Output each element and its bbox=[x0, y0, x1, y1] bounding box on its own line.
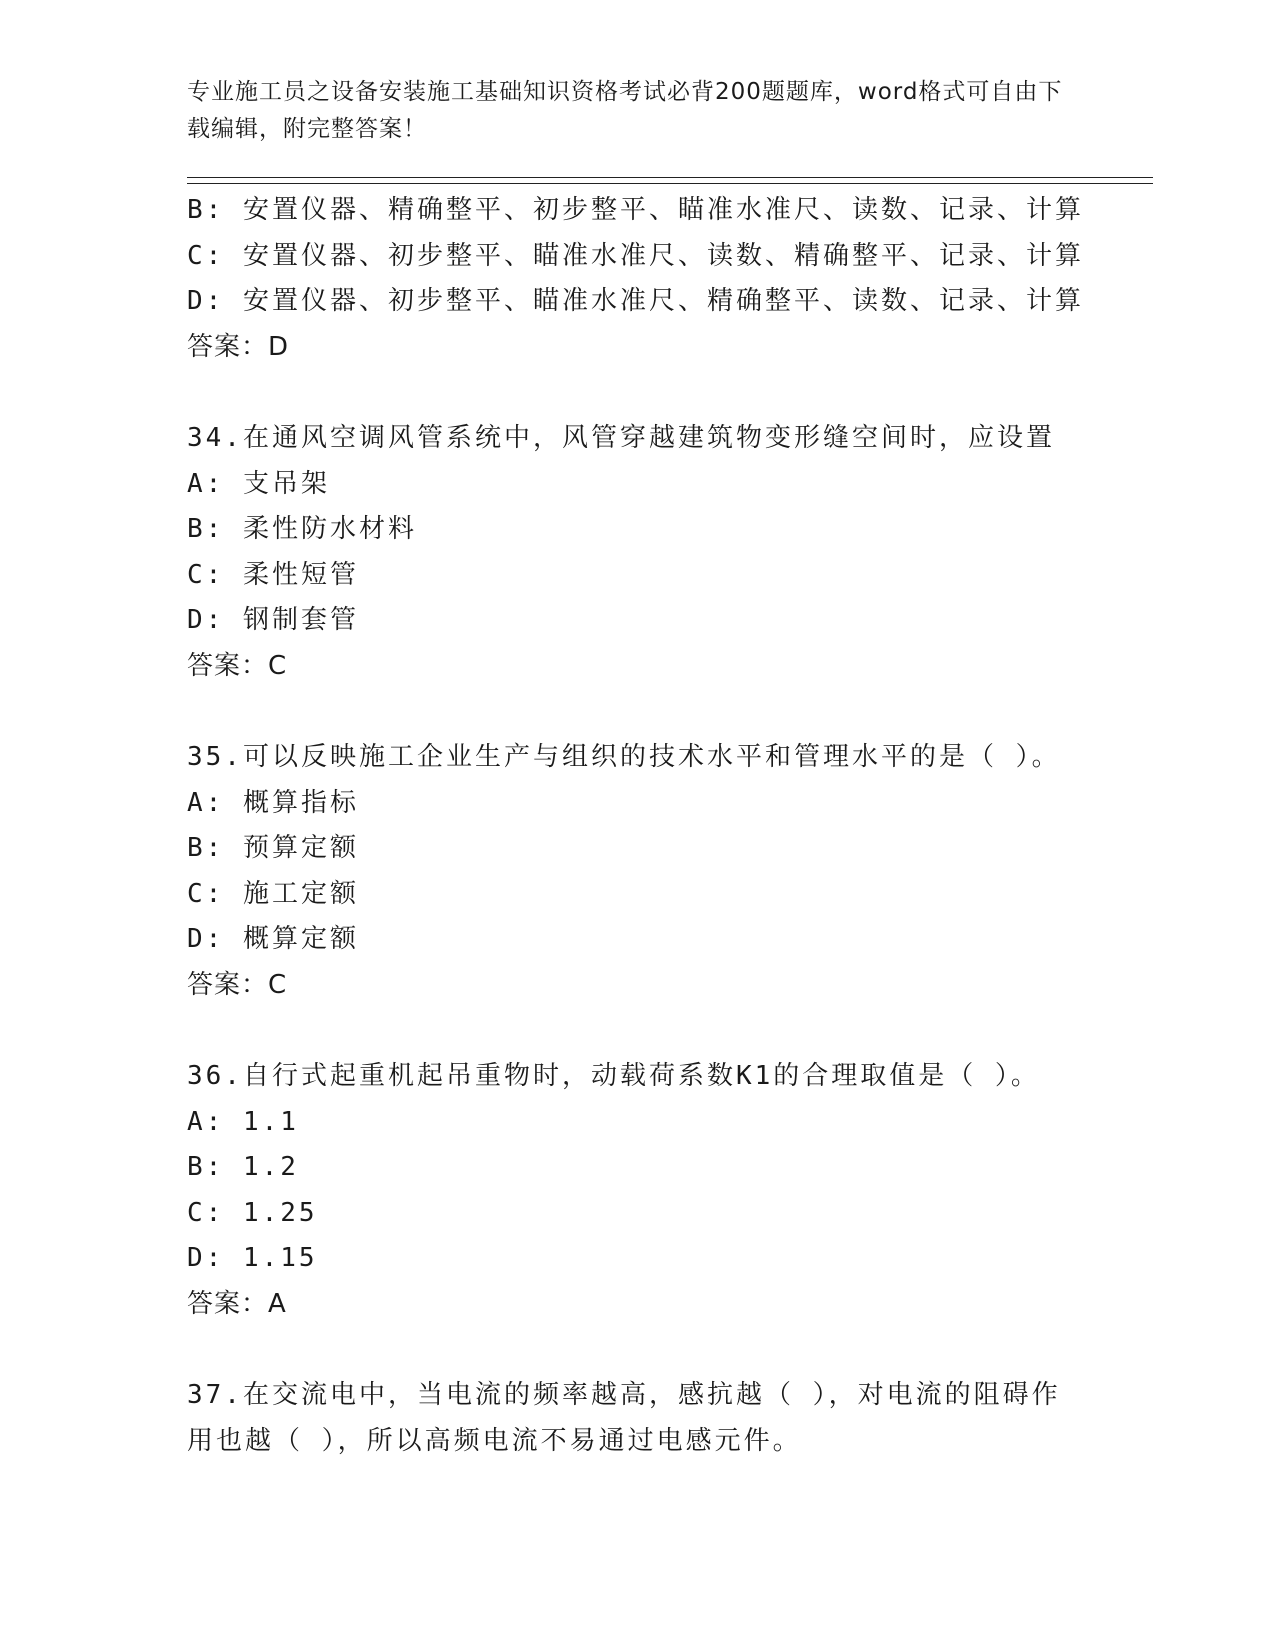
option-c: C: 施工定额 bbox=[187, 878, 359, 909]
question-stem: 34.在通风空调风管系统中，风管穿越建筑物变形缝空间时，应设置 bbox=[187, 423, 1055, 453]
option-b: B: 预算定额 bbox=[187, 833, 359, 863]
option-c: C: 柔性短管 bbox=[187, 559, 359, 590]
question-stem: 37.在交流电中，当电流的频率越高，感抗越（ ），对电流的阻碍作用也越（ ），所以高频电流不易通过电感元件。 bbox=[187, 1380, 1061, 1456]
question-35 bbox=[187, 735, 1147, 1008]
question-stem: 35.可以反映施工企业生产与组织的技术水平和管理水平的是（ ）。 bbox=[187, 742, 1061, 772]
option-c: C: 安置仪器、初步整平、瞄准水准尺、读数、精确整平、记录、计算 bbox=[187, 240, 1084, 271]
question-list bbox=[187, 188, 1147, 1464]
option-b: B: 安置仪器、精确整平、初步整平、瞄准水准尺、读数、记录、计算 bbox=[187, 195, 1084, 225]
question-33 bbox=[187, 188, 1147, 370]
question-37 bbox=[187, 1373, 1147, 1464]
answer: 答案：C bbox=[187, 650, 288, 681]
answer: 答案：A bbox=[187, 1288, 287, 1319]
option-d: D: 安置仪器、初步整平、瞄准水准尺、精确整平、读数、记录、计算 bbox=[187, 286, 1084, 316]
question-stem: 36.自行式起重机起吊重物时，动载荷系数K1的合理取值是（ ）。 bbox=[187, 1061, 1040, 1091]
header-divider-bottom bbox=[187, 183, 1153, 184]
question-34 bbox=[187, 416, 1147, 689]
option-d: D: 1.15 bbox=[187, 1243, 318, 1273]
option-c: C: 1.25 bbox=[187, 1197, 318, 1228]
header-divider-top bbox=[187, 177, 1153, 178]
option-a: A: 1.1 bbox=[187, 1106, 299, 1137]
option-a: A: 支吊架 bbox=[187, 468, 330, 499]
option-a: A: 概算指标 bbox=[187, 787, 359, 818]
option-d: D: 钢制套管 bbox=[187, 605, 359, 635]
answer: 答案：D bbox=[187, 331, 290, 362]
document-header: 专业施工员之设备安装施工基础知识资格考试必背200题题库，word格式可自由下载编辑，附完整答案！ bbox=[187, 79, 1063, 142]
answer: 答案：C bbox=[187, 969, 288, 1000]
option-b: B: 柔性防水材料 bbox=[187, 514, 417, 544]
question-36 bbox=[187, 1054, 1147, 1327]
option-b: B: 1.2 bbox=[187, 1152, 299, 1182]
option-d: D: 概算定额 bbox=[187, 924, 359, 954]
